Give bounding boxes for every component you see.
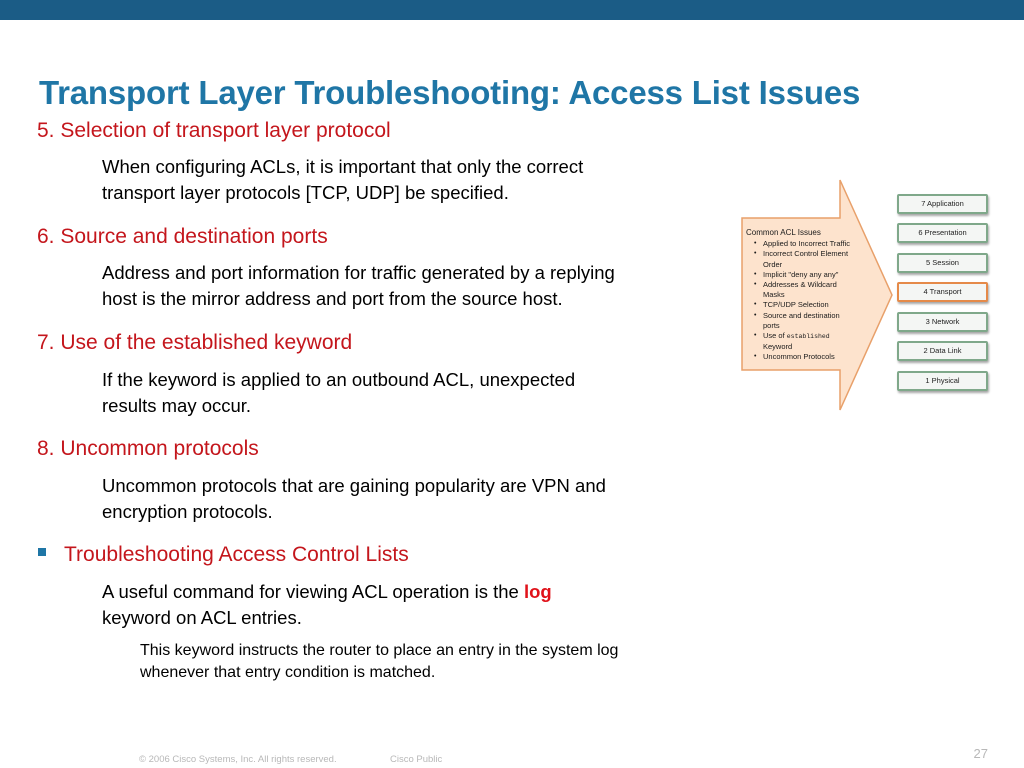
section-body-5 xyxy=(102,154,583,206)
troubleshooting-body-prefix: A useful command for viewing ACL operation is the xyxy=(102,581,519,602)
acl-issue-item: • Implicit "deny any any" xyxy=(763,270,856,280)
section-body-6-line1: Address and port information for traffic generated by a replying xyxy=(102,262,615,283)
page-number: 27 xyxy=(973,746,988,761)
acl-issues-diagram xyxy=(740,178,996,413)
troubleshooting-subpoint-line1: This keyword instructs the router to place an entry in the system log xyxy=(140,642,619,659)
acl-issues-title: Common ACL Issues xyxy=(746,228,821,237)
bullet-square-icon xyxy=(38,548,46,556)
section-body-7-line1: If the keyword is applied to an outbound ACL, unexpected xyxy=(102,369,576,390)
acl-issue-item: • Incorrect Control Element xyxy=(763,249,856,259)
troubleshooting-body-line1 xyxy=(102,579,552,605)
acl-issue-item-established xyxy=(763,331,856,352)
osi-layer-6: 6 Presentation xyxy=(897,223,988,243)
section-body-6-line2: host is the mirror address and port from the source host. xyxy=(102,288,563,309)
osi-layer-1: 1 Physical xyxy=(897,371,988,391)
section-heading-8: 8. Uncommon protocols xyxy=(37,437,259,460)
acl-issue-item: • Uncommon Protocols xyxy=(763,352,856,362)
footer-copyright: © 2006 Cisco Systems, Inc. All rights reserved. xyxy=(139,754,337,765)
acl-issue-item: • Source and destination ports xyxy=(763,311,856,331)
acl-issues-list xyxy=(746,228,856,363)
section-body-6 xyxy=(102,260,615,312)
acl-issue-item: • Addresses & Wildcard Masks xyxy=(763,280,856,300)
top-banner xyxy=(0,0,1024,20)
use-of-suffix: Keyword xyxy=(763,342,793,352)
section-body-7-line2: results may occur. xyxy=(102,395,252,416)
osi-layer-5: 5 Session xyxy=(897,253,988,273)
slide-title: Transport Layer Troubleshooting: Access List Issues xyxy=(39,74,861,111)
use-of-prefix: Use of xyxy=(763,331,785,341)
acl-issue-item: • Applied to Incorrect Traffic xyxy=(763,239,856,249)
section-body-5-line2: transport layer protocols [TCP, UDP] be specified. xyxy=(102,182,509,203)
section-body-5-line1: When configuring ACLs, it is important that only the correct xyxy=(102,156,584,177)
osi-layer-3: 3 Network xyxy=(897,312,988,332)
troubleshooting-body xyxy=(102,579,552,631)
section-body-8 xyxy=(102,473,606,525)
troubleshooting-subpoint-line2: whenever that entry condition is matched. xyxy=(140,664,436,681)
log-keyword: log xyxy=(523,581,552,602)
acl-issue-item: • TCP/UDP Selection xyxy=(763,300,856,310)
troubleshooting-heading: Troubleshooting Access Control Lists xyxy=(64,543,409,566)
osi-layer-2: 2 Data Link xyxy=(897,341,988,361)
acl-issue-item-cont xyxy=(763,260,856,270)
troubleshooting-subpoint xyxy=(140,640,618,684)
established-keyword: established xyxy=(786,333,830,341)
troubleshooting-body-line2: keyword on ACL entries. xyxy=(102,607,302,628)
section-body-8-line1: Uncommon protocols that are gaining popularity are VPN and xyxy=(102,475,606,496)
osi-layer-4-highlighted: 4 Transport xyxy=(897,282,988,302)
section-heading-6: 6. Source and destination ports xyxy=(37,225,328,248)
osi-layer-7: 7 Application xyxy=(897,194,988,214)
section-body-8-line2: encryption protocols. xyxy=(102,501,273,522)
section-body-7 xyxy=(102,367,575,419)
section-heading-5: 5. Selection of transport layer protocol xyxy=(37,119,391,142)
acl-issue-item-cont-text: Order xyxy=(763,259,783,269)
footer-classification: Cisco Public xyxy=(390,754,443,765)
section-heading-7: 7. Use of the established keyword xyxy=(37,331,353,354)
